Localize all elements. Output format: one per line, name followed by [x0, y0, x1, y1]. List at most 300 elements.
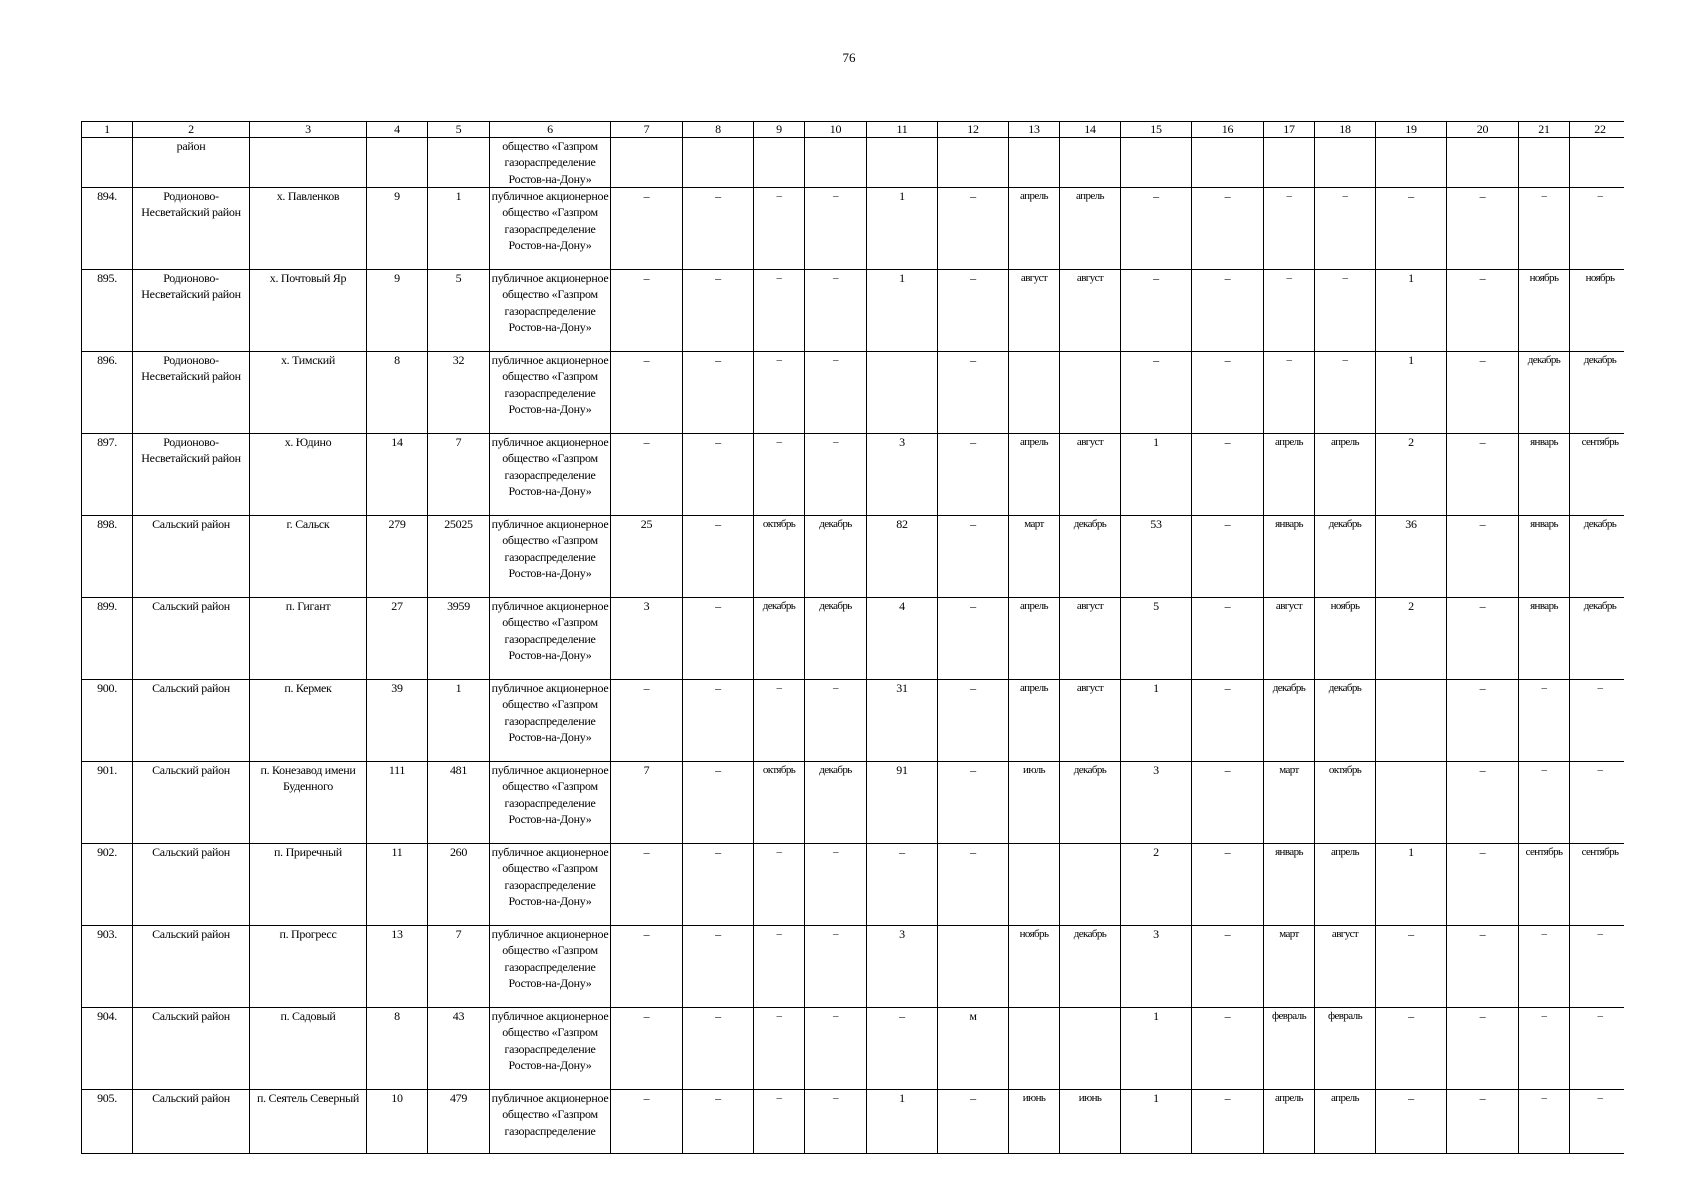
table-cell: 3 — [1121, 762, 1192, 844]
table-cell — [611, 138, 683, 188]
table-cell: – — [1447, 434, 1519, 516]
table-header — [82, 122, 1625, 138]
table-row — [82, 598, 1625, 680]
table-cell: – — [1192, 516, 1264, 598]
table-cell: декабрь — [1315, 680, 1376, 762]
table-cell: 1 — [428, 188, 490, 270]
table-cell: м — [938, 1008, 1009, 1090]
table-cell: июль — [1009, 762, 1060, 844]
table-row — [82, 1090, 1625, 1154]
table-cell — [867, 352, 938, 434]
table-cell: 25 — [611, 516, 683, 598]
table-cell: 900. — [82, 680, 133, 762]
table-cell: 902. — [82, 844, 133, 926]
table-cell — [1192, 138, 1264, 188]
table-cell: ноябрь — [1315, 598, 1376, 680]
table-cell: – — [938, 270, 1009, 352]
table-cell — [82, 138, 133, 188]
table-cell: – — [611, 680, 683, 762]
table-cell: – — [611, 188, 683, 270]
table-cell: декабрь — [805, 762, 867, 844]
table-cell: 5 — [1121, 598, 1192, 680]
table-cell — [1519, 138, 1570, 188]
table-cell — [1570, 138, 1625, 188]
table-cell — [428, 138, 490, 188]
table-cell: публичное акционерное общество «Газпром газораспределение Ростов-на-Дону» — [490, 926, 611, 1008]
table-cell: публичное акционерное общество «Газпром газораспределение Ростов-на-Дону» — [490, 598, 611, 680]
table-cell: – — [611, 1090, 683, 1154]
column-header: 20 — [1447, 122, 1519, 138]
table-cell: декабрь — [1060, 516, 1121, 598]
table-cell: 43 — [428, 1008, 490, 1090]
table-cell: ноябрь — [1009, 926, 1060, 1008]
table-cell: – — [1192, 762, 1264, 844]
table-cell: – — [683, 598, 754, 680]
table-cell: – — [1447, 598, 1519, 680]
table-cell: – — [805, 434, 867, 516]
table-cell: – — [611, 844, 683, 926]
table-cell: – — [1315, 270, 1376, 352]
table-cell: – — [683, 762, 754, 844]
table-cell: – — [683, 1008, 754, 1090]
table-cell: – — [611, 1008, 683, 1090]
table-cell — [1447, 138, 1519, 188]
table-cell: 3 — [1121, 926, 1192, 1008]
table-cell: – — [683, 926, 754, 1008]
table-cell: – — [1376, 1090, 1447, 1154]
table-cell: 82 — [867, 516, 938, 598]
table-cell: п. Гигант — [250, 598, 367, 680]
table-cell: – — [754, 680, 805, 762]
table-cell — [367, 138, 428, 188]
table-cell: 7 — [428, 926, 490, 1008]
table-cell: – — [938, 1090, 1009, 1154]
table-cell — [683, 138, 754, 188]
table-cell — [1376, 138, 1447, 188]
table-cell: декабрь — [1570, 516, 1625, 598]
table-cell: – — [754, 434, 805, 516]
table-cell: публичное акционерное общество «Газпром газораспределение — [490, 1090, 611, 1154]
table-cell: 9 — [367, 188, 428, 270]
table-cell: – — [1315, 188, 1376, 270]
table-cell: 25025 — [428, 516, 490, 598]
table-cell: апрель — [1060, 188, 1121, 270]
table-cell: публичное акционерное общество «Газпром газораспределение Ростов-на-Дону» — [490, 270, 611, 352]
table-cell: – — [754, 270, 805, 352]
table-cell: июнь — [1060, 1090, 1121, 1154]
table-cell: – — [805, 352, 867, 434]
table-cell: публичное акционерное общество «Газпром газораспределение Ростов-на-Дону» — [490, 188, 611, 270]
table-cell: – — [611, 434, 683, 516]
table-cell: 31 — [867, 680, 938, 762]
table-cell: – — [1192, 844, 1264, 926]
table-cell: апрель — [1009, 188, 1060, 270]
table-cell: публичное акционерное общество «Газпром газораспределение Ростов-на-Дону» — [490, 352, 611, 434]
table-cell: 2 — [1376, 598, 1447, 680]
table-row — [82, 926, 1625, 1008]
table-cell: – — [611, 352, 683, 434]
table-cell: – — [1376, 1008, 1447, 1090]
table-cell: п. Прогресс — [250, 926, 367, 1008]
table-cell: – — [805, 844, 867, 926]
column-header: 15 — [1121, 122, 1192, 138]
table-cell: декабрь — [1264, 680, 1315, 762]
table-sheet — [81, 121, 1624, 1160]
table-cell: 5 — [428, 270, 490, 352]
table-cell: 479 — [428, 1090, 490, 1154]
table-cell: 1 — [1376, 270, 1447, 352]
table-cell: Родионово-Несветайский район — [133, 188, 250, 270]
table-cell: 53 — [1121, 516, 1192, 598]
table-cell: – — [1447, 1008, 1519, 1090]
table-cell: декабрь — [1519, 352, 1570, 434]
table-cell: август — [1315, 926, 1376, 1008]
table-cell: – — [1570, 1008, 1625, 1090]
table-cell: общество «Газпром газораспределение Ростов-на-Дону» — [490, 138, 611, 188]
table-cell — [1376, 762, 1447, 844]
table-cell: 32 — [428, 352, 490, 434]
table-cell: публичное акционерное общество «Газпром газораспределение Ростов-на-Дону» — [490, 844, 611, 926]
column-header: 8 — [683, 122, 754, 138]
table-cell: 901. — [82, 762, 133, 844]
table-cell — [754, 138, 805, 188]
table-cell: апрель — [1315, 434, 1376, 516]
table-cell: сентябрь — [1570, 844, 1625, 926]
table-cell: 8 — [367, 352, 428, 434]
table-cell: 481 — [428, 762, 490, 844]
table-cell: Сальский район — [133, 1008, 250, 1090]
table-cell: декабрь — [805, 516, 867, 598]
table-cell: – — [1121, 188, 1192, 270]
table-cell: – — [611, 926, 683, 1008]
table-cell — [250, 138, 367, 188]
table-cell: – — [1447, 516, 1519, 598]
table-cell: октябрь — [754, 762, 805, 844]
table-cell: апрель — [1009, 434, 1060, 516]
table-cell: декабрь — [805, 598, 867, 680]
table-cell: – — [1519, 1008, 1570, 1090]
table-cell: – — [1447, 844, 1519, 926]
table-cell: 1 — [428, 680, 490, 762]
table-cell: сентябрь — [1570, 434, 1625, 516]
page-number: 76 — [842, 50, 856, 65]
table-cell: 39 — [367, 680, 428, 762]
table-cell: апрель — [1315, 844, 1376, 926]
data-table — [81, 121, 1624, 1154]
table-body — [82, 138, 1625, 1154]
table-cell: – — [1570, 926, 1625, 1008]
table-cell: – — [683, 188, 754, 270]
table-cell: 13 — [367, 926, 428, 1008]
table-cell: апрель — [1009, 680, 1060, 762]
table-cell: Сальский район — [133, 680, 250, 762]
table-cell: – — [754, 352, 805, 434]
table-cell: – — [938, 352, 1009, 434]
table-cell: – — [938, 516, 1009, 598]
table-cell: – — [1315, 352, 1376, 434]
table-row — [82, 844, 1625, 926]
table-cell: январь — [1519, 434, 1570, 516]
table-cell: 4 — [867, 598, 938, 680]
table-cell: публичное акционерное общество «Газпром газораспределение Ростов-на-Дону» — [490, 516, 611, 598]
table-cell: – — [754, 1090, 805, 1154]
table-cell: – — [1570, 762, 1625, 844]
table-cell: Родионово-Несветайский район — [133, 434, 250, 516]
table-cell: Сальский район — [133, 926, 250, 1008]
table-cell: – — [938, 188, 1009, 270]
table-cell: Сальский район — [133, 1090, 250, 1154]
table-row — [82, 1008, 1625, 1090]
table-cell: 1 — [867, 188, 938, 270]
column-header: 16 — [1192, 122, 1264, 138]
table-cell: – — [1447, 926, 1519, 1008]
column-header: 17 — [1264, 122, 1315, 138]
table-cell: 3 — [867, 434, 938, 516]
table-cell — [1264, 138, 1315, 188]
table-cell: 260 — [428, 844, 490, 926]
table-cell: – — [1264, 270, 1315, 352]
table-cell: – — [1376, 926, 1447, 1008]
table-cell: – — [805, 1008, 867, 1090]
table-cell: – — [1570, 188, 1625, 270]
table-cell: район — [133, 138, 250, 188]
table-cell: 1 — [867, 1090, 938, 1154]
table-cell: Сальский район — [133, 598, 250, 680]
table-cell: – — [754, 844, 805, 926]
column-header: 1 — [82, 122, 133, 138]
column-header: 11 — [867, 122, 938, 138]
table-cell — [1060, 352, 1121, 434]
table-cell — [1060, 138, 1121, 188]
table-cell: Родионово-Несветайский район — [133, 352, 250, 434]
table-cell: – — [1192, 270, 1264, 352]
table-cell: – — [1519, 1090, 1570, 1154]
table-cell: 897. — [82, 434, 133, 516]
table-cell: 7 — [611, 762, 683, 844]
table-cell: – — [1192, 926, 1264, 1008]
table-cell: – — [938, 762, 1009, 844]
table-row — [82, 434, 1625, 516]
table-cell: декабрь — [1060, 926, 1121, 1008]
table-cell: Сальский район — [133, 762, 250, 844]
table-cell: сентябрь — [1519, 844, 1570, 926]
table-cell: – — [1447, 680, 1519, 762]
table-cell: п. Сеятель Северный — [250, 1090, 367, 1154]
table-cell: – — [805, 1090, 867, 1154]
table-cell: ноябрь — [1570, 270, 1625, 352]
table-cell: – — [938, 434, 1009, 516]
table-cell: – — [867, 1008, 938, 1090]
table-cell: – — [1192, 598, 1264, 680]
table-row — [82, 680, 1625, 762]
table-cell: – — [867, 844, 938, 926]
table-cell: публичное акционерное общество «Газпром газораспределение Ростов-на-Дону» — [490, 1008, 611, 1090]
table-cell: – — [1376, 188, 1447, 270]
column-header: 14 — [1060, 122, 1121, 138]
column-header: 5 — [428, 122, 490, 138]
table-cell: 1 — [1376, 844, 1447, 926]
table-cell — [805, 138, 867, 188]
table-cell: – — [938, 598, 1009, 680]
table-cell — [867, 138, 938, 188]
table-cell: – — [1192, 188, 1264, 270]
table-cell: апрель — [1009, 598, 1060, 680]
table-cell: – — [805, 680, 867, 762]
table-cell: август — [1060, 598, 1121, 680]
table-cell: – — [683, 434, 754, 516]
column-header: 12 — [938, 122, 1009, 138]
table-cell — [938, 138, 1009, 188]
table-cell — [938, 926, 1009, 1008]
table-cell: январь — [1264, 844, 1315, 926]
table-cell: 1 — [867, 270, 938, 352]
table-cell: – — [1519, 926, 1570, 1008]
table-cell: – — [1519, 762, 1570, 844]
table-cell: 3 — [867, 926, 938, 1008]
table-cell — [1009, 352, 1060, 434]
table-cell: – — [805, 188, 867, 270]
column-header: 7 — [611, 122, 683, 138]
table-cell: октябрь — [1315, 762, 1376, 844]
table-cell: х. Павленков — [250, 188, 367, 270]
table-cell: – — [805, 270, 867, 352]
column-header: 2 — [133, 122, 250, 138]
table-cell: август — [1060, 434, 1121, 516]
table-cell: июнь — [1009, 1090, 1060, 1154]
table-cell: 11 — [367, 844, 428, 926]
table-cell: 36 — [1376, 516, 1447, 598]
header-row — [82, 122, 1625, 138]
table-cell: 8 — [367, 1008, 428, 1090]
table-cell: – — [1447, 270, 1519, 352]
table-cell: – — [1570, 680, 1625, 762]
table-cell: декабрь — [1315, 516, 1376, 598]
table-cell: – — [1264, 188, 1315, 270]
table-cell: 894. — [82, 188, 133, 270]
table-cell: – — [1192, 434, 1264, 516]
table-cell: 91 — [867, 762, 938, 844]
table-cell: публичное акционерное общество «Газпром газораспределение Ростов-на-Дону» — [490, 434, 611, 516]
table-cell: январь — [1519, 598, 1570, 680]
table-cell — [1009, 1008, 1060, 1090]
table-cell: п. Конезавод имени Буденного — [250, 762, 367, 844]
table-cell: 899. — [82, 598, 133, 680]
table-cell: – — [1570, 1090, 1625, 1154]
table-cell: – — [1447, 1090, 1519, 1154]
table-cell: х. Тимский — [250, 352, 367, 434]
table-cell: п. Кермек — [250, 680, 367, 762]
table-cell: – — [1519, 188, 1570, 270]
table-cell: – — [1121, 270, 1192, 352]
table-cell: Сальский район — [133, 844, 250, 926]
table-cell: – — [683, 270, 754, 352]
table-row — [82, 516, 1625, 598]
table-cell: 904. — [82, 1008, 133, 1090]
table-cell: – — [1192, 680, 1264, 762]
table-cell — [1060, 844, 1121, 926]
column-header: 19 — [1376, 122, 1447, 138]
table-cell: декабрь — [1570, 598, 1625, 680]
table-cell: публичное акционерное общество «Газпром газораспределение Ростов-на-Дону» — [490, 762, 611, 844]
table-cell: март — [1264, 926, 1315, 1008]
table-cell: 10 — [367, 1090, 428, 1154]
table-cell: х. Почтовый Яр — [250, 270, 367, 352]
table-cell: – — [1192, 352, 1264, 434]
column-header: 3 — [250, 122, 367, 138]
table-row — [82, 138, 1625, 188]
table-cell: 895. — [82, 270, 133, 352]
table-cell: 1 — [1376, 352, 1447, 434]
table-cell: – — [938, 844, 1009, 926]
table-cell: – — [938, 680, 1009, 762]
table-cell: 1 — [1121, 434, 1192, 516]
table-cell: 27 — [367, 598, 428, 680]
table-cell: – — [683, 352, 754, 434]
table-cell: х. Юдино — [250, 434, 367, 516]
table-cell: – — [1447, 762, 1519, 844]
table-cell — [1315, 138, 1376, 188]
table-cell: Родионово-Несветайский район — [133, 270, 250, 352]
table-cell: п. Приречный — [250, 844, 367, 926]
table-cell: 1 — [1121, 1008, 1192, 1090]
table-cell: 14 — [367, 434, 428, 516]
table-cell: декабрь — [1060, 762, 1121, 844]
table-cell: – — [1192, 1008, 1264, 1090]
table-cell: публичное акционерное общество «Газпром газораспределение Ростов-на-Дону» — [490, 680, 611, 762]
table-cell: – — [754, 188, 805, 270]
table-cell: 1 — [1121, 680, 1192, 762]
column-header: 4 — [367, 122, 428, 138]
table-cell: – — [1121, 352, 1192, 434]
table-cell: – — [1447, 352, 1519, 434]
table-cell: п. Садовый — [250, 1008, 367, 1090]
column-header: 22 — [1570, 122, 1625, 138]
column-header: 10 — [805, 122, 867, 138]
table-cell: – — [683, 516, 754, 598]
table-cell — [1009, 138, 1060, 188]
table-cell — [1060, 1008, 1121, 1090]
table-cell: август — [1060, 270, 1121, 352]
table-cell: апрель — [1315, 1090, 1376, 1154]
table-cell: – — [754, 926, 805, 1008]
table-cell: январь — [1264, 516, 1315, 598]
table-cell — [1376, 680, 1447, 762]
table-cell — [1121, 138, 1192, 188]
table-cell: январь — [1519, 516, 1570, 598]
table-cell: – — [1519, 680, 1570, 762]
table-cell: март — [1264, 762, 1315, 844]
table-cell: – — [611, 270, 683, 352]
table-cell: 903. — [82, 926, 133, 1008]
table-cell: февраль — [1315, 1008, 1376, 1090]
column-header: 6 — [490, 122, 611, 138]
table-cell: 9 — [367, 270, 428, 352]
table-cell: март — [1009, 516, 1060, 598]
table-cell: – — [805, 926, 867, 1008]
table-row — [82, 188, 1625, 270]
table-cell: 896. — [82, 352, 133, 434]
table-row — [82, 762, 1625, 844]
table-cell: – — [1447, 188, 1519, 270]
table-cell: 905. — [82, 1090, 133, 1154]
table-cell: – — [754, 1008, 805, 1090]
column-header: 21 — [1519, 122, 1570, 138]
column-header: 13 — [1009, 122, 1060, 138]
table-cell: 2 — [1376, 434, 1447, 516]
column-header: 18 — [1315, 122, 1376, 138]
table-row — [82, 270, 1625, 352]
table-cell: август — [1009, 270, 1060, 352]
